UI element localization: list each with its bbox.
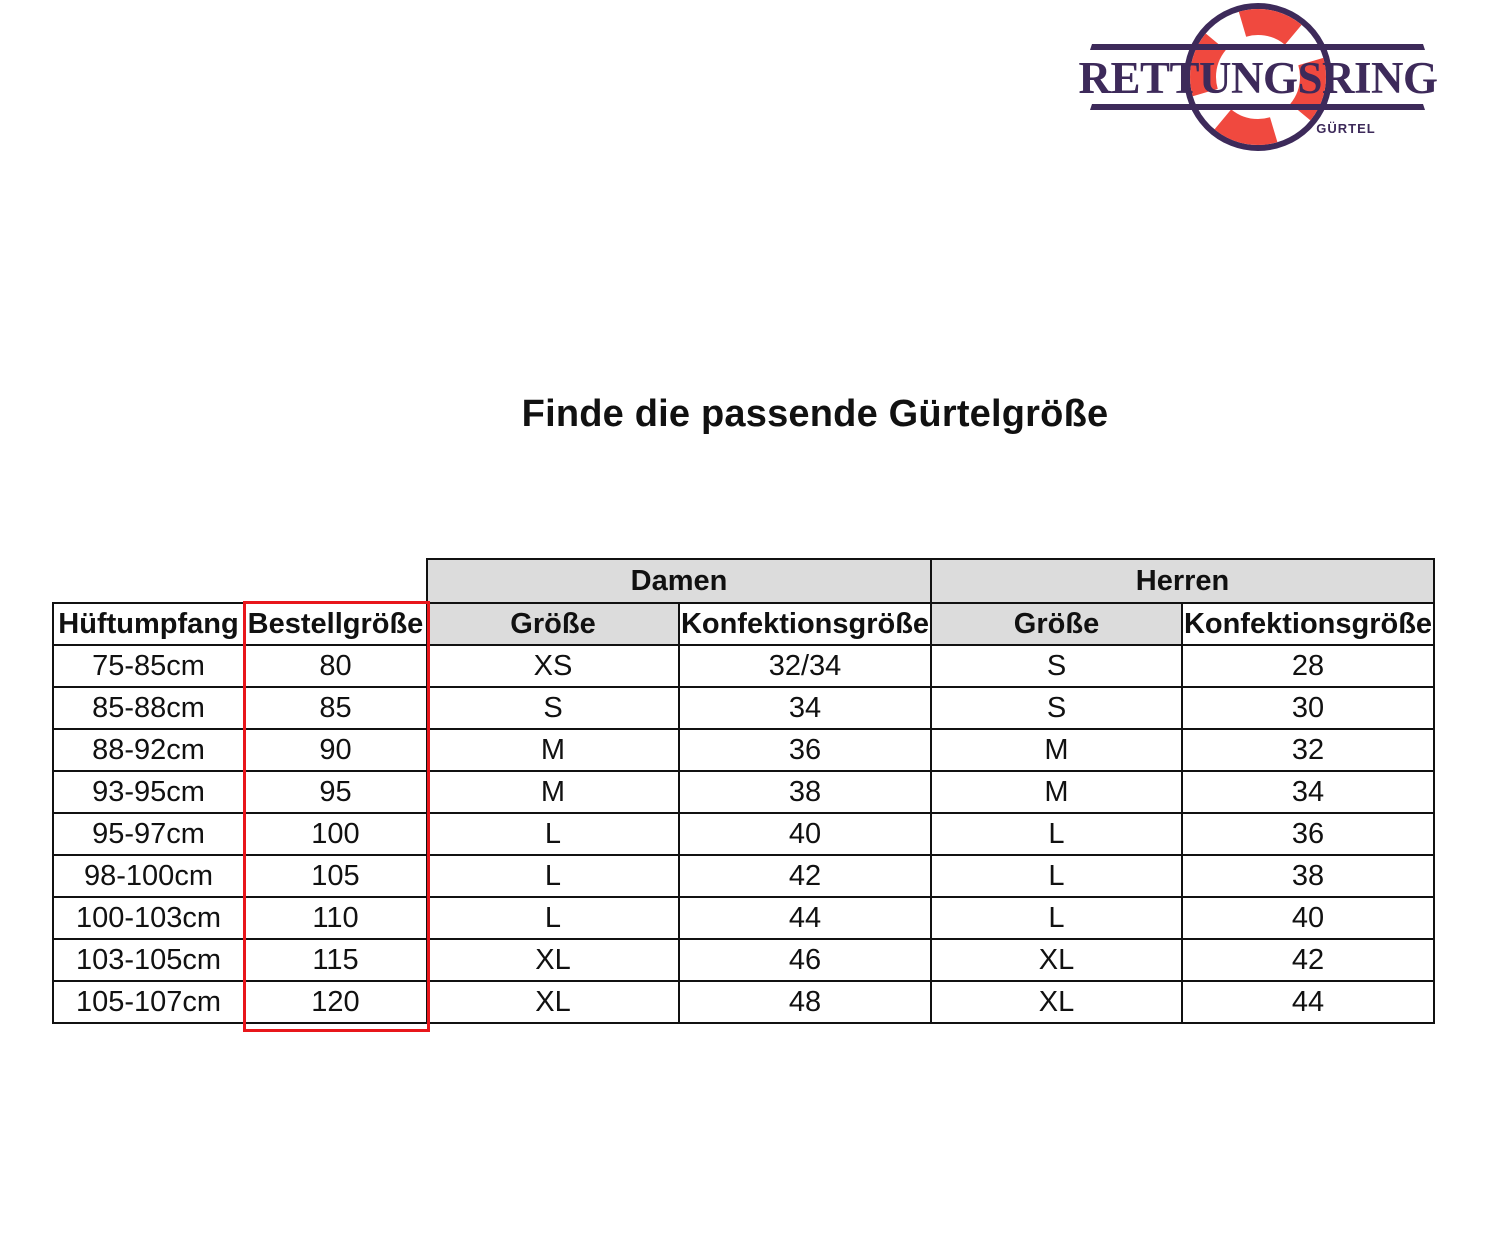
table-row [53,813,1434,855]
group-header-herren: Herren [931,559,1434,603]
herren-groesse-cell: S [931,687,1182,729]
herren-groesse-cell: L [931,813,1182,855]
brand-tagline: GÜRTEL [1316,121,1376,136]
table-row [53,897,1434,939]
damen-groesse-cell: S [427,687,679,729]
hueftumfang-cell: 103-105cm [53,939,244,981]
table-body [53,645,1434,1023]
damen-konfektionsgroesse-cell: 34 [679,687,931,729]
table-row [53,729,1434,771]
damen-groesse-cell: L [427,855,679,897]
hueftumfang-cell: 93-95cm [53,771,244,813]
hueftumfang-cell: 85-88cm [53,687,244,729]
damen-groesse-cell: XL [427,981,679,1023]
column-header-hueftumfang: Hüftumpfang [53,603,244,645]
brand-logo [1070,0,1450,160]
hueftumfang-cell: 75-85cm [53,645,244,687]
damen-konfektionsgroesse-cell: 40 [679,813,931,855]
bestellgroesse-cell: 100 [244,813,427,855]
table-row [53,687,1434,729]
column-header-bestellgroesse: Bestellgröße [244,603,427,645]
damen-groesse-cell: XS [427,645,679,687]
group-header-spacer [53,559,427,603]
herren-konfektionsgroesse-cell: 36 [1182,813,1434,855]
hueftumfang-cell: 95-97cm [53,813,244,855]
damen-groesse-cell: M [427,771,679,813]
hueftumfang-cell: 88-92cm [53,729,244,771]
damen-groesse-cell: L [427,813,679,855]
damen-groesse-cell: M [427,729,679,771]
damen-konfektionsgroesse-cell: 44 [679,897,931,939]
herren-groesse-cell: L [931,897,1182,939]
hueftumfang-cell: 105-107cm [53,981,244,1023]
herren-konfektionsgroesse-cell: 34 [1182,771,1434,813]
damen-konfektionsgroesse-cell: 46 [679,939,931,981]
damen-konfektionsgroesse-cell: 42 [679,855,931,897]
damen-konfektionsgroesse-cell: 38 [679,771,931,813]
damen-konfektionsgroesse-cell: 36 [679,729,931,771]
herren-groesse-cell: S [931,645,1182,687]
group-header-damen: Damen [427,559,931,603]
herren-groesse-cell: M [931,771,1182,813]
table-row [53,981,1434,1023]
lifebuoy-logo-icon [1070,0,1450,160]
hueftumfang-cell: 100-103cm [53,897,244,939]
table-row [53,645,1434,687]
bestellgroesse-cell: 80 [244,645,427,687]
table-row [53,855,1434,897]
herren-konfektionsgroesse-cell: 40 [1182,897,1434,939]
herren-groesse-cell: XL [931,981,1182,1023]
herren-groesse-cell: L [931,855,1182,897]
table-row [53,771,1434,813]
column-header-herren-groesse: Größe [931,603,1182,645]
page-title: Finde die passende Gürtelgröße [521,393,1109,435]
bestellgroesse-cell: 85 [244,687,427,729]
column-header-damen-konfektionsgroesse: Konfektionsgröße [679,603,931,645]
column-header-row [53,603,1434,645]
bestellgroesse-cell: 120 [244,981,427,1023]
brand-name: RETTUNGSRING [1078,53,1438,103]
herren-konfektionsgroesse-cell: 32 [1182,729,1434,771]
bestellgroesse-cell: 115 [244,939,427,981]
herren-groesse-cell: XL [931,939,1182,981]
table-row [53,939,1434,981]
herren-konfektionsgroesse-cell: 28 [1182,645,1434,687]
column-header-herren-konfektionsgroesse: Konfektionsgröße [1182,603,1434,645]
damen-konfektionsgroesse-cell: 32/34 [679,645,931,687]
herren-konfektionsgroesse-cell: 42 [1182,939,1434,981]
bestellgroesse-cell: 95 [244,771,427,813]
herren-groesse-cell: M [931,729,1182,771]
herren-konfektionsgroesse-cell: 30 [1182,687,1434,729]
damen-groesse-cell: XL [427,939,679,981]
belt-size-table [52,558,1435,1024]
herren-konfektionsgroesse-cell: 44 [1182,981,1434,1023]
bestellgroesse-cell: 110 [244,897,427,939]
herren-konfektionsgroesse-cell: 38 [1182,855,1434,897]
bestellgroesse-cell: 105 [244,855,427,897]
damen-konfektionsgroesse-cell: 48 [679,981,931,1023]
column-header-damen-groesse: Größe [427,603,679,645]
damen-groesse-cell: L [427,897,679,939]
hueftumfang-cell: 98-100cm [53,855,244,897]
group-header-row [53,559,1434,603]
bestellgroesse-cell: 90 [244,729,427,771]
